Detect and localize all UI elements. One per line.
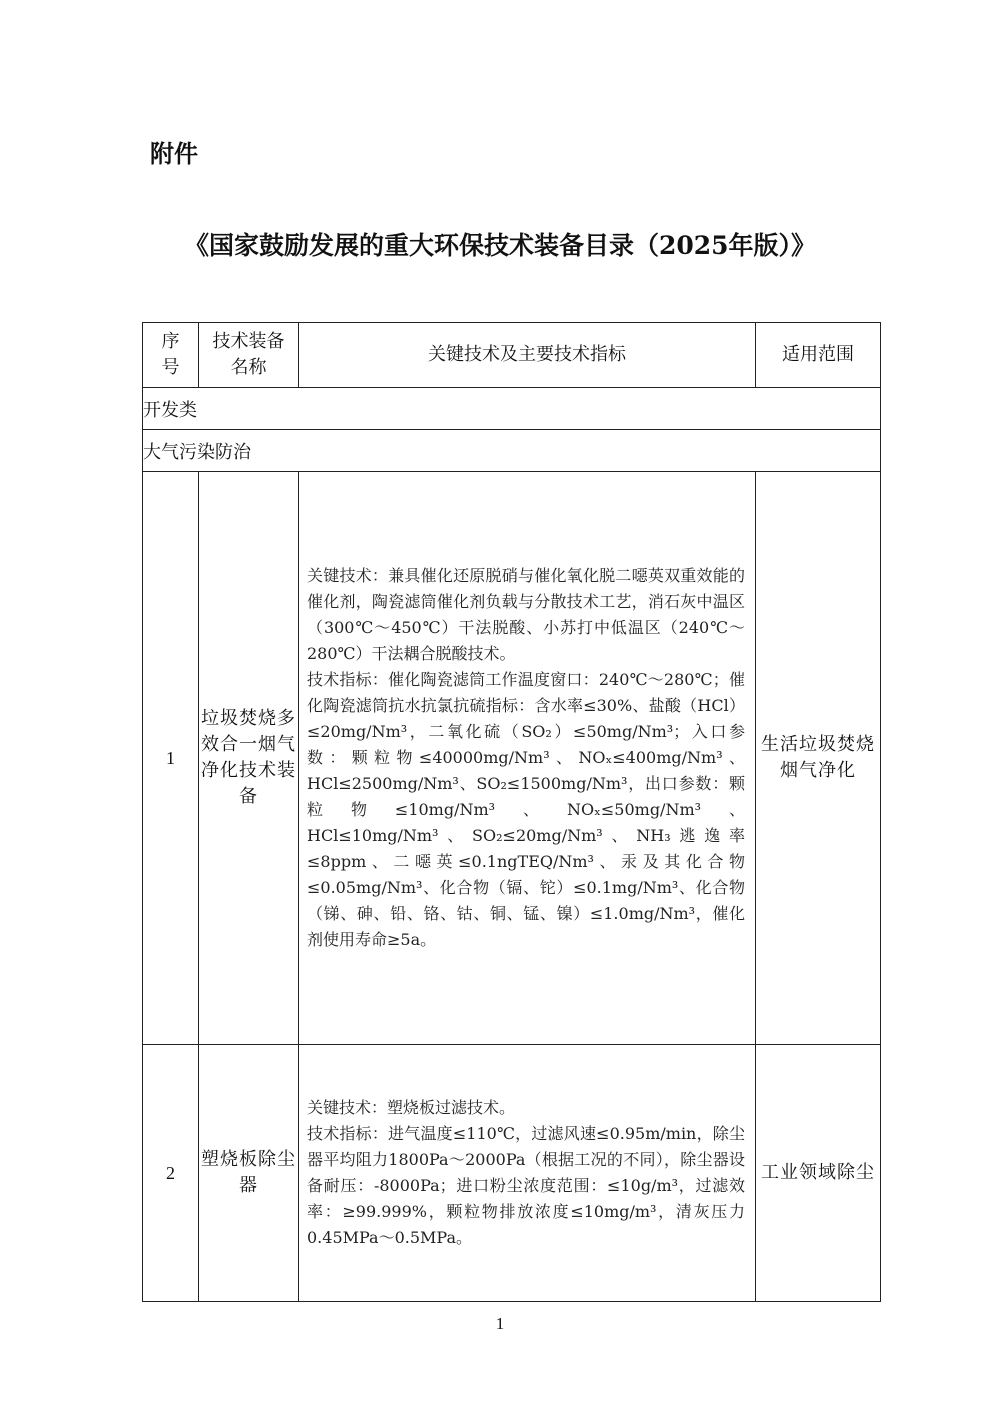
- table-header-row: [143, 323, 881, 388]
- table-row: [143, 472, 881, 1045]
- technical-indicators-text: 技术指标：催化陶瓷滤筒工作温度窗口：240℃～280℃；催化陶瓷滤筒抗水抗氯抗硫指标：含水率≤30%、盐酸（HCl）≤20mg/Nm³，二氧化硫（SO₂）≤50mg/Nm³；入口参数：颗粒物≤40000mg/Nm³、NOₓ≤400mg/Nm³、HCl≤2500mg/Nm³、SO₂≤1500mg/Nm³，出口参数：颗粒物≤10mg/Nm³、NOₓ≤50mg/Nm³、HCl≤10mg/Nm³、SO₂≤20mg/Nm³、NH₃逃逸率≤8ppm、二噁英≤0.1ngTEQ/Nm³、汞及其化合物≤0.05mg/Nm³、化合物（镉、铊）≤0.1mg/Nm³、化合物（锑、砷、铅、铬、钴、铜、锰、镍）≤1.0mg/Nm³，催化剂使用寿命≥5a。: [307, 670, 745, 949]
- subcategory-label: 大气污染防治: [143, 430, 881, 472]
- key-tech-cell: [299, 472, 756, 1045]
- row-number: 1: [143, 472, 199, 1045]
- attachment-label: 附件: [150, 140, 198, 168]
- subcategory-row: [143, 430, 881, 472]
- equipment-name: 塑烧板除尘器: [199, 1045, 299, 1302]
- technical-indicators-text: 技术指标：进气温度≤110℃，过滤风速≤0.95m/min，除尘器平均阻力1800Pa～2000Pa（根据工况的不同），除尘器设备耐压：-8000Pa；进口粉尘浓度范围：≤10g/m³，过滤效率：≥99.999%，颗粒物排放浓度≤10mg/m³，清灰压力0.45MPa～0.5MPa。: [307, 1124, 745, 1247]
- equipment-name: 垃圾焚烧多效合一烟气净化技术装备: [199, 472, 299, 1045]
- key-tech-cell: [299, 1045, 756, 1302]
- col-header-no: 序号: [143, 323, 199, 388]
- col-header-key-tech: 关键技术及主要技术指标: [299, 323, 756, 388]
- category-label: 开发类: [143, 388, 881, 430]
- col-header-name: 技术装备名称: [199, 323, 299, 388]
- key-technology-text: 关键技术：兼具催化还原脱硝与催化氧化脱二噁英双重效能的催化剂，陶瓷滤筒催化剂负载与分散技术工艺，消石灰中温区（300℃～450℃）干法脱酸、小苏打中低温区（240℃～280℃）干法耦合脱酸技术。: [307, 566, 745, 663]
- key-technology-text: 关键技术：塑烧板过滤技术。: [307, 1098, 516, 1117]
- category-row: [143, 388, 881, 430]
- table-row: [143, 1045, 881, 1302]
- application-scope: 生活垃圾焚烧烟气净化: [756, 472, 881, 1045]
- row-number: 2: [143, 1045, 199, 1302]
- application-scope: 工业领域除尘: [756, 1045, 881, 1302]
- document-title: 《国家鼓励发展的重大环保技术装备目录（2025年版）》: [183, 231, 817, 260]
- catalog-table: [142, 322, 881, 1302]
- col-header-scope: 适用范围: [756, 323, 881, 388]
- page-number: 1: [495, 1314, 505, 1333]
